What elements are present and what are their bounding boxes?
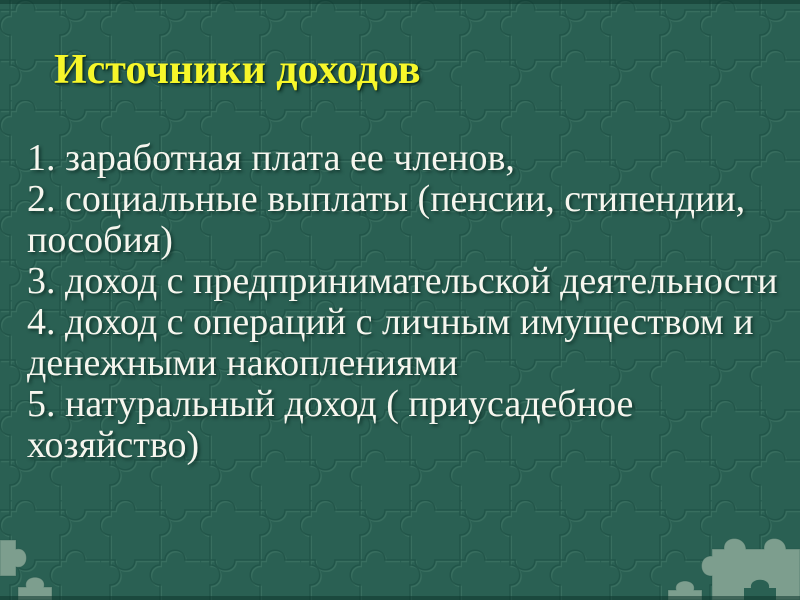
list-line: денежными накоплениями: [27, 342, 458, 384]
list-line: 4. доход с операций с личным имуществом и: [27, 301, 754, 343]
list-line: хозяйство): [27, 424, 200, 466]
list-line: 2. социальные выплаты (пенсии, стипендии,: [27, 178, 746, 220]
list-item-3: [27, 261, 778, 302]
list-line: 1. заработная плата ее членов,: [27, 137, 515, 179]
list-item-4: [27, 302, 778, 384]
list-line: пособия): [27, 219, 173, 261]
slide-title: Источники доходов: [54, 47, 421, 93]
list-item-2: [27, 179, 778, 261]
list-line: 5. натуральный доход ( приусадебное: [27, 383, 634, 425]
list-line: 3. доход с предпринимательской деятельности: [27, 260, 778, 302]
list-item-1: [27, 138, 778, 179]
bottom-edge-shade: [0, 596, 800, 600]
list-item-5: [27, 384, 778, 466]
income-sources-list: [27, 138, 778, 466]
top-edge-shade: [0, 0, 800, 4]
